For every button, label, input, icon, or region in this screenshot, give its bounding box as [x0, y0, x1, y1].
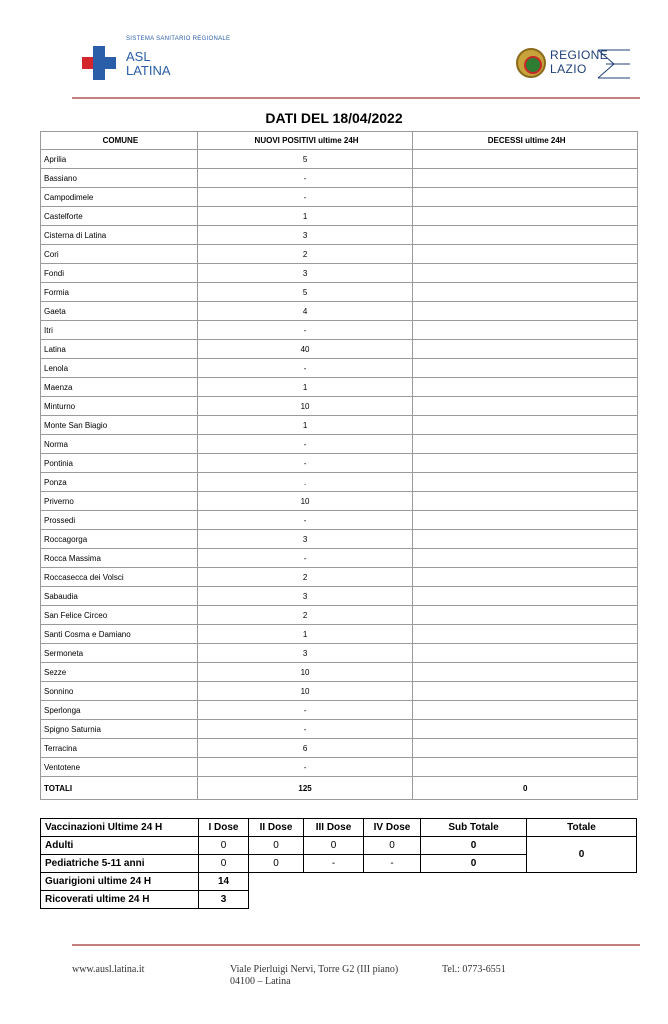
row-positivi: 3 [197, 644, 413, 663]
row-comune: Spigno Saturnia [41, 720, 198, 739]
vacc-row-label: Pediatriche 5-11 anni [41, 855, 199, 873]
row-comune: Rocca Massima [41, 549, 198, 568]
row-positivi: - [197, 701, 413, 720]
header-decessi: DECESSI ultime 24H [413, 132, 638, 150]
row-comune: Pontinia [41, 454, 198, 473]
row-decessi [413, 397, 638, 416]
header-comune: COMUNE [41, 132, 198, 150]
row-positivi: - [197, 454, 413, 473]
footer-website: www.ausl.latina.it [72, 964, 145, 975]
row-positivi: 10 [197, 492, 413, 511]
header-positivi: NUOVI POSITIVI ultime 24H [197, 132, 413, 150]
row-positivi: - [197, 169, 413, 188]
table-row [41, 397, 638, 416]
row-comune: Santi Cosma e Damiano [41, 625, 198, 644]
table-row [41, 530, 638, 549]
row-comune: Terracina [41, 739, 198, 758]
asl-name-line1: ASL [126, 49, 151, 64]
medical-cross-icon [82, 46, 116, 80]
row-decessi [413, 207, 638, 226]
vacc-cell: 0 [364, 837, 421, 855]
row-positivi: 2 [197, 606, 413, 625]
row-comune: Maenza [41, 378, 198, 397]
regione-emblem-icon [516, 48, 546, 78]
row-comune: San Felice Circeo [41, 606, 198, 625]
row-positivi: - [197, 549, 413, 568]
row-comune: Cisterna di Latina [41, 226, 198, 245]
row-positivi: 10 [197, 682, 413, 701]
vacc-cell: - [304, 855, 364, 873]
row-positivi: - [197, 435, 413, 454]
row-comune: Gaeta [41, 302, 198, 321]
row-decessi [413, 720, 638, 739]
row-positivi: 4 [197, 302, 413, 321]
footer-rule [72, 944, 640, 946]
row-decessi [413, 625, 638, 644]
guarigioni-value: 14 [199, 873, 249, 891]
vacc-header-dose2: II Dose [249, 819, 304, 837]
footer-phone: Tel.: 0773-6551 [442, 964, 506, 975]
row-comune: Roccasecca dei Volsci [41, 568, 198, 587]
regione-line1: REGIONE [550, 48, 609, 62]
row-comune: Formia [41, 283, 198, 302]
table-row [41, 207, 638, 226]
table-row [41, 416, 638, 435]
page-header [0, 0, 668, 100]
row-positivi: - [197, 321, 413, 340]
row-decessi [413, 644, 638, 663]
row-decessi [413, 758, 638, 777]
row-positivi: 1 [197, 625, 413, 644]
ricoverati-value: 3 [199, 891, 249, 909]
footer-address-line2: 04100 – Latina [230, 976, 291, 987]
row-comune: Cori [41, 245, 198, 264]
footer-address-line1: Viale Pierluigi Nervi, Torre G2 (III piano) [230, 964, 399, 975]
table-row [41, 454, 638, 473]
table-row [41, 150, 638, 169]
vacc-header-label: Vaccinazioni Ultime 24 H [41, 819, 199, 837]
table-row [41, 321, 638, 340]
vacc-cell: 0 [304, 837, 364, 855]
row-decessi [413, 264, 638, 283]
totals-positivi: 125 [197, 777, 413, 800]
table-row [41, 682, 638, 701]
comuni-table [40, 131, 638, 800]
row-positivi: - [197, 188, 413, 207]
row-comune: Norma [41, 435, 198, 454]
row-decessi [413, 169, 638, 188]
vacc-subtotal: 0 [421, 837, 527, 855]
row-positivi: 10 [197, 663, 413, 682]
table-row [41, 701, 638, 720]
vaccinations-table [40, 818, 637, 909]
row-decessi [413, 739, 638, 758]
row-decessi [413, 435, 638, 454]
row-comune: Roccagorga [41, 530, 198, 549]
row-decessi [413, 663, 638, 682]
row-comune: Sezze [41, 663, 198, 682]
row-positivi: 5 [197, 283, 413, 302]
row-positivi: 3 [197, 264, 413, 283]
row-decessi [413, 587, 638, 606]
table-row [41, 549, 638, 568]
row-comune: Latina [41, 340, 198, 359]
asl-name-line2: LATINA [126, 63, 171, 78]
row-decessi [413, 473, 638, 492]
row-comune: Prossedi [41, 511, 198, 530]
row-decessi [413, 226, 638, 245]
row-comune: Castelforte [41, 207, 198, 226]
table-row [41, 720, 638, 739]
table-row [41, 492, 638, 511]
row-decessi [413, 492, 638, 511]
table-row [41, 606, 638, 625]
row-positivi: 40 [197, 340, 413, 359]
row-comune: Bassiano [41, 169, 198, 188]
row-comune: Sperlonga [41, 701, 198, 720]
table-row [41, 378, 638, 397]
row-decessi [413, 340, 638, 359]
row-positivi: - [197, 720, 413, 739]
table-row [41, 587, 638, 606]
row-comune: Monte San Biagio [41, 416, 198, 435]
vacc-header-row [41, 819, 637, 837]
table-row [41, 226, 638, 245]
row-decessi [413, 549, 638, 568]
row-positivi: 2 [197, 568, 413, 587]
totals-row [41, 777, 638, 800]
asl-latina-logo [82, 36, 282, 92]
vacc-cell: 0 [249, 837, 304, 855]
totals-label: TOTALI [41, 777, 198, 800]
row-positivi: . [197, 473, 413, 492]
row-decessi [413, 245, 638, 264]
regione-line2: LAZIO [550, 62, 587, 76]
regione-lazio-logo [516, 46, 636, 82]
guarigioni-label: Guarigioni ultime 24 H [41, 873, 199, 891]
row-decessi [413, 378, 638, 397]
table-row [41, 739, 638, 758]
table-row [41, 758, 638, 777]
vacc-row-adulti [41, 837, 637, 855]
table-row [41, 340, 638, 359]
vacc-cell: 0 [199, 855, 249, 873]
row-decessi [413, 302, 638, 321]
vacc-row-label: Adulti [41, 837, 199, 855]
table-row [41, 473, 638, 492]
vacc-header-dose4: IV Dose [364, 819, 421, 837]
totals-decessi: 0 [413, 777, 638, 800]
row-comune: Campodimele [41, 188, 198, 207]
row-positivi: - [197, 511, 413, 530]
row-comune: Lenola [41, 359, 198, 378]
row-positivi: 2 [197, 245, 413, 264]
row-decessi [413, 701, 638, 720]
row-positivi: - [197, 758, 413, 777]
ricoverati-row [41, 891, 637, 909]
table-row [41, 359, 638, 378]
chevron-icon [596, 48, 632, 80]
row-positivi: 1 [197, 416, 413, 435]
vacc-cell: 0 [249, 855, 304, 873]
row-positivi: 10 [197, 397, 413, 416]
row-comune: Itri [41, 321, 198, 340]
row-positivi: 3 [197, 587, 413, 606]
table-row [41, 169, 638, 188]
row-positivi: 6 [197, 739, 413, 758]
table-row [41, 283, 638, 302]
row-positivi: 1 [197, 378, 413, 397]
row-decessi [413, 530, 638, 549]
table-row [41, 264, 638, 283]
table-header-row [41, 132, 638, 150]
vacc-subtotal: 0 [421, 855, 527, 873]
table-row [41, 644, 638, 663]
table-row [41, 663, 638, 682]
table-row [41, 435, 638, 454]
row-decessi [413, 568, 638, 587]
row-decessi [413, 511, 638, 530]
row-positivi: 5 [197, 150, 413, 169]
asl-subtitle: SISTEMA SANITARIO REGIONALE [126, 36, 231, 42]
asl-name [126, 50, 171, 78]
ricoverati-label: Ricoverati ultime 24 H [41, 891, 199, 909]
vacc-total: 0 [527, 837, 637, 873]
vacc-header-dose3: III Dose [304, 819, 364, 837]
row-decessi [413, 283, 638, 302]
row-decessi [413, 454, 638, 473]
row-decessi [413, 606, 638, 625]
row-decessi [413, 321, 638, 340]
vacc-header-totale: Totale [527, 819, 637, 837]
row-decessi [413, 682, 638, 701]
table-row [41, 302, 638, 321]
row-comune: Aprilia [41, 150, 198, 169]
row-comune: Sonnino [41, 682, 198, 701]
row-comune: Ventotene [41, 758, 198, 777]
table-row [41, 245, 638, 264]
row-positivi: 3 [197, 226, 413, 245]
vacc-cell: - [364, 855, 421, 873]
table-row [41, 511, 638, 530]
page-title: DATI DEL 18/04/2022 [265, 110, 403, 126]
table-row [41, 568, 638, 587]
footer-address [230, 964, 398, 988]
header-rule [72, 97, 640, 99]
table-row [41, 188, 638, 207]
row-decessi [413, 359, 638, 378]
row-comune: Minturno [41, 397, 198, 416]
row-comune: Priverno [41, 492, 198, 511]
row-comune: Sermoneta [41, 644, 198, 663]
row-decessi [413, 188, 638, 207]
guarigioni-row [41, 873, 637, 891]
vacc-header-dose1: I Dose [199, 819, 249, 837]
row-comune: Ponza [41, 473, 198, 492]
table-row [41, 625, 638, 644]
row-positivi: 3 [197, 530, 413, 549]
row-decessi [413, 416, 638, 435]
row-decessi [413, 150, 638, 169]
row-positivi: 1 [197, 207, 413, 226]
vacc-cell: 0 [199, 837, 249, 855]
vacc-header-subtotale: Sub Totale [421, 819, 527, 837]
row-comune: Fondi [41, 264, 198, 283]
row-positivi: - [197, 359, 413, 378]
row-comune: Sabaudia [41, 587, 198, 606]
